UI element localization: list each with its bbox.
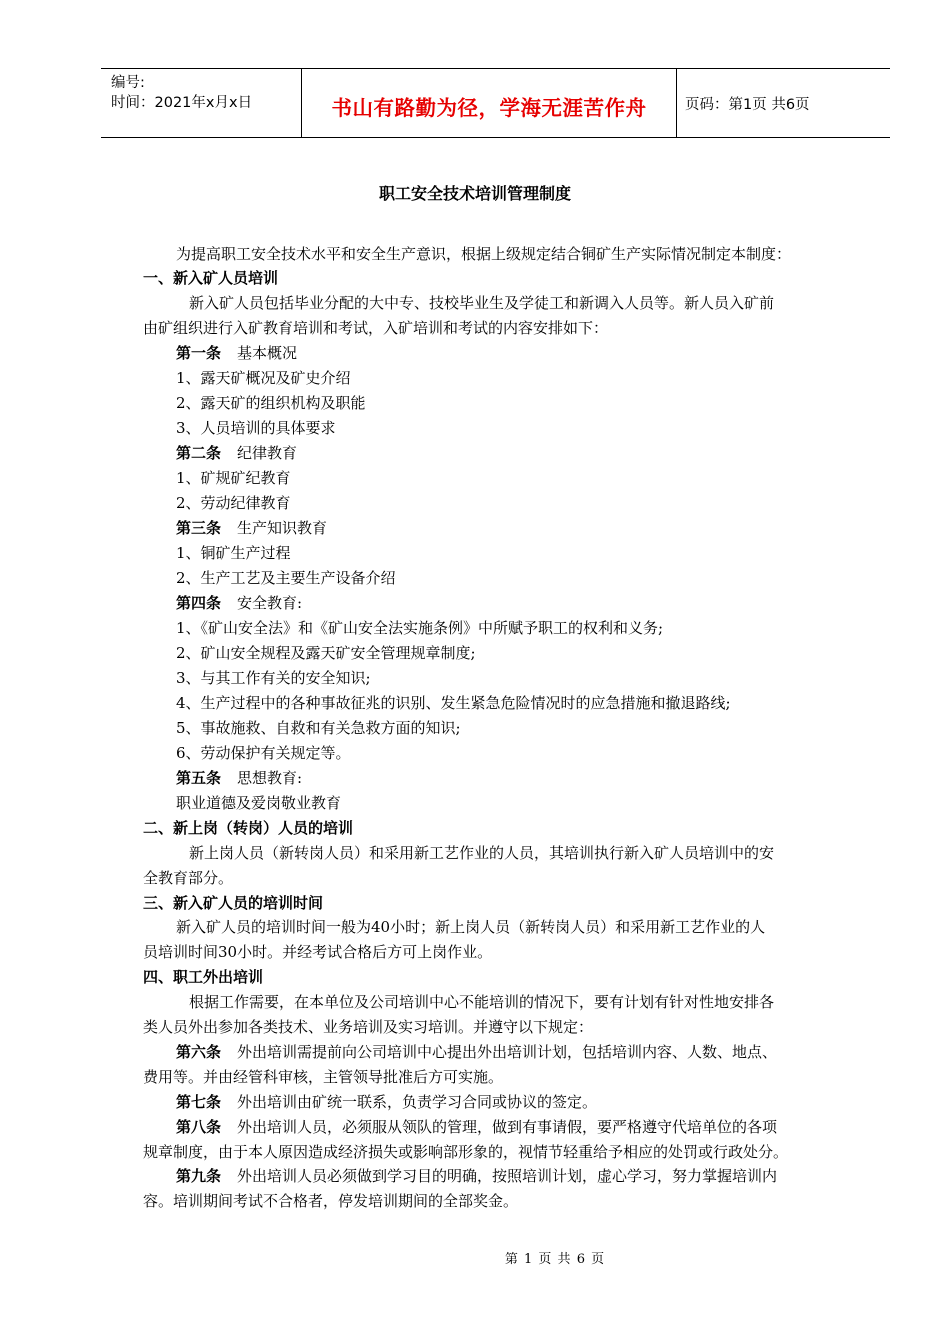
section-3-heading: 三、新入矿人员的培训时间: [143, 894, 324, 912]
article-6-text: 外出培训需提前向公司培训中心提出外出培训计划，包括培训内容、人数、地点、: [237, 1043, 778, 1061]
section-2-paragraph-line-1: 新上岗人员（新转岗人员）和采用新工艺作业的人员，其培训执行新入矿人员培训中的安: [189, 844, 775, 862]
article-1: [176, 343, 297, 363]
document-header: [101, 68, 890, 138]
article-4-label: 第四条: [176, 594, 222, 612]
section-3-paragraph-line-1: 新入矿人员的培训时间一般为40小时；新上岗人员（新转岗人员）和采用新工艺作业的人: [176, 918, 766, 936]
page-info: 页码：第1页 共6页: [685, 97, 810, 113]
section-4-heading: 四、职工外出培训: [143, 968, 264, 986]
article-8-text: 外出培训人员，必须服从领队的管理，做到有事请假，要严格遵守代培单位的各项: [237, 1118, 778, 1136]
list-item: 1、《矿山安全法》和《矿山安全法实施条例》中所赋予职工的权利和义务;: [176, 619, 664, 637]
list-item: 2、生产工艺及主要生产设备介绍: [176, 569, 396, 587]
article-3-label: 第三条: [176, 519, 222, 537]
list-item: 1、露天矿概况及矿史介绍: [176, 369, 351, 387]
section-4-paragraph-line-2: 类人员外出参加各类技术、业务培训及实习培训。并遵守以下规定：: [143, 1018, 594, 1036]
header-motto-cell: [301, 69, 677, 137]
list-item: 5、事故施救、自救和有关急救方面的知识;: [176, 719, 461, 737]
article-9-continuation: 容。培训期间考试不合格者，停发培训期间的全部奖金。: [143, 1192, 519, 1210]
article-8-continuation: 规章制度，由于本人原因造成经济损失或影响部形象的，视情节轻重给予相应的处罚或行政处分。: [143, 1143, 789, 1161]
list-item: 1、铜矿生产过程: [176, 544, 291, 562]
article-6-label: 第六条: [176, 1043, 222, 1061]
article-9-text: 外出培训人员必须做到学习目的明确，按照培训计划，虚心学习，努力掌握培训内: [237, 1167, 778, 1185]
article-4-title: 安全教育:: [237, 594, 303, 612]
header-meta-cell: [101, 69, 301, 137]
intro-paragraph: 为提高职工安全技术水平和安全生产意识，根据上级规定结合铜矿生产实际情况制定本制度：: [176, 245, 792, 263]
header-page-cell: [676, 69, 890, 137]
list-item: 职业道德及爱岗敬业教育: [176, 794, 342, 812]
article-2-label: 第二条: [176, 444, 222, 462]
article-6: [176, 1042, 777, 1062]
section-2-heading: 二、新上岗（转岗）人员的培训: [143, 819, 354, 837]
article-7-label: 第七条: [176, 1093, 222, 1111]
section-2-paragraph-line-2: 全教育部分。: [143, 869, 234, 887]
article-9: [176, 1166, 777, 1186]
article-1-label: 第一条: [176, 344, 222, 362]
list-item: 3、人员培训的具体要求: [176, 419, 336, 437]
list-item: 3、与其工作有关的安全知识;: [176, 669, 371, 687]
list-item: 2、劳动纪律教育: [176, 494, 291, 512]
section-1-paragraph-line-2: 由矿组织进行入矿教育培训和考试，入矿培训和考试的内容安排如下：: [143, 319, 609, 337]
article-8: [176, 1117, 777, 1137]
article-7: [176, 1092, 597, 1112]
article-2-title: 纪律教育: [237, 444, 298, 462]
list-item: 1、矿规矿纪教育: [176, 469, 291, 487]
article-5-label: 第五条: [176, 769, 222, 787]
article-9-label: 第九条: [176, 1167, 222, 1185]
article-3: [176, 518, 327, 538]
article-5-title: 思想教育:: [237, 769, 303, 787]
article-8-label: 第八条: [176, 1118, 222, 1136]
article-4: [176, 593, 302, 613]
list-item: 2、矿山安全规程及露天矿安全管理规章制度;: [176, 644, 476, 662]
article-7-text: 外出培训由矿统一联系，负责学习合同或协议的签定。: [237, 1093, 598, 1111]
document-title: 职工安全技术培训管理制度: [378, 184, 571, 203]
article-3-title: 生产知识教育: [237, 519, 328, 537]
section-4-paragraph-line-1: 根据工作需要，在本单位及公司培训中心不能培训的情况下，要有计划有针对性地安排各: [189, 993, 775, 1011]
list-item: 4、生产过程中的各种事故征兆的识别、发生紧急危险情况时的应急措施和撤退路线;: [176, 694, 731, 712]
number-label: 编号:: [111, 75, 145, 91]
article-5: [176, 768, 302, 788]
section-1-heading: 一、新入矿人员培训: [143, 269, 279, 287]
section-3-paragraph-line-2: 员培训时间30小时。并经考试合格后方可上岗作业。: [143, 943, 493, 961]
time-label: 时间：2021年x月x日: [111, 95, 253, 111]
article-1-title: 基本概况: [237, 344, 298, 362]
list-item: 6、劳动保护有关规定等。: [176, 744, 351, 762]
list-item: 2、露天矿的组织机构及职能: [176, 394, 366, 412]
article-2: [176, 443, 297, 463]
page-footer: 第 1 页 共 6 页: [504, 1252, 606, 1267]
motto-text: 书山有路勤为径，学海无涯苦作舟: [331, 96, 647, 120]
section-1-paragraph-line-1: 新入矿人员包括毕业分配的大中专、技校毕业生及学徒工和新调入人员等。新人员入矿前: [189, 294, 775, 312]
article-6-continuation: 费用等。并由经管科审核，主管领导批准后方可实施。: [143, 1068, 504, 1086]
